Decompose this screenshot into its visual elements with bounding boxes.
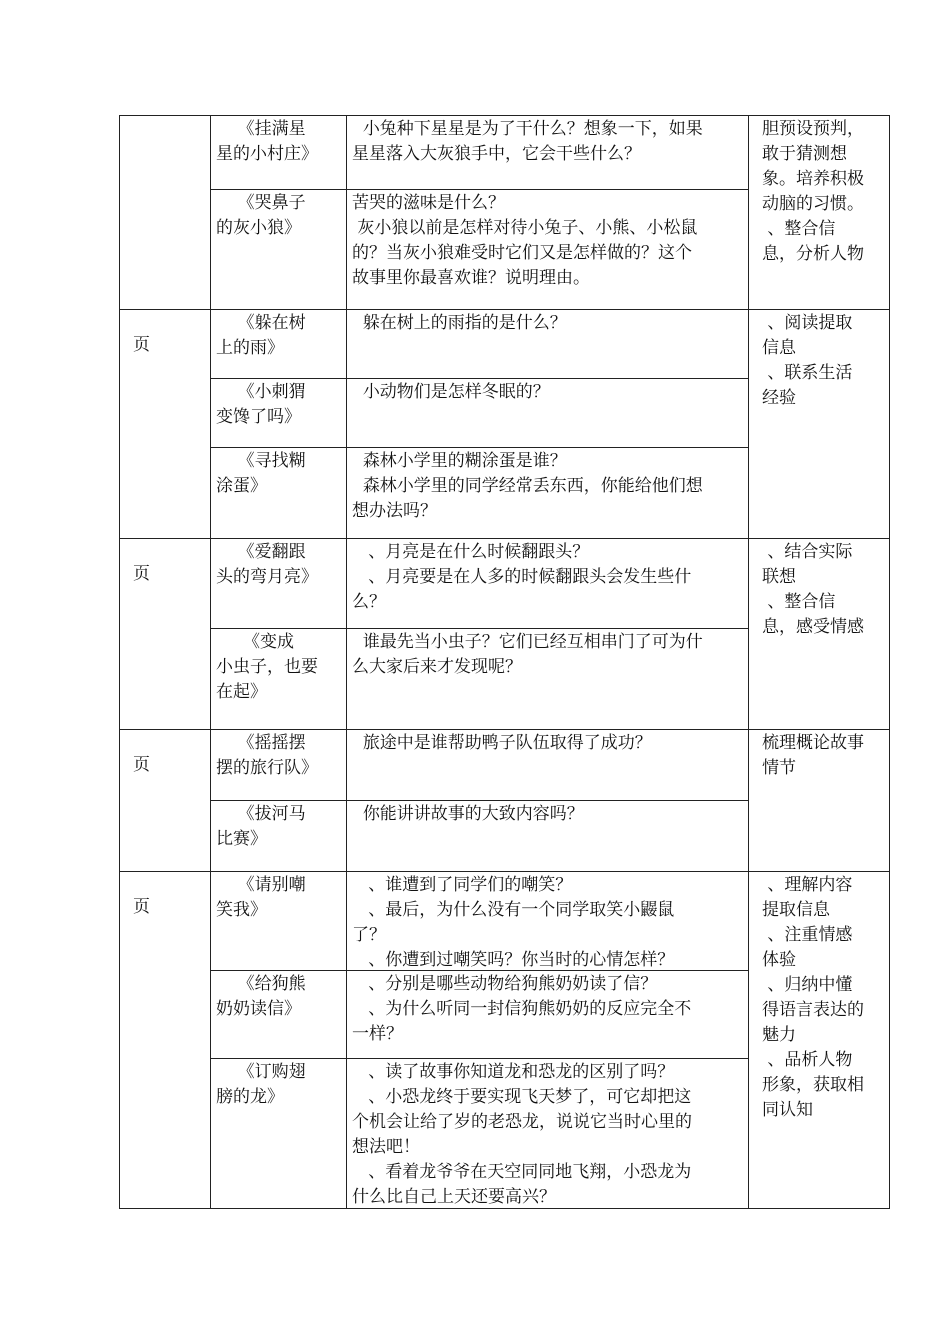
story-questions-line: 小兔种下星星是为了干什么？想象一下，如果 xyxy=(352,119,703,139)
story-questions-line: 、最后，为什么没有一个同学取笑小鼹鼠 xyxy=(352,900,675,920)
story-questions-line: 、小恐龙终于要实现飞天梦了，可它却把这 xyxy=(352,1087,692,1107)
story-title-line: 《躲在树 xyxy=(216,313,306,333)
story-questions-line: 、你遭到过嘲笑吗？你当时的心情怎样？ xyxy=(352,950,675,970)
story-title-line: 《请别嘲 xyxy=(216,875,306,895)
page-label: 页 xyxy=(133,335,150,355)
story-questions-line: 、为什么听同一封信狗熊奶奶的反应完全不 xyxy=(352,999,692,1019)
story-title-line: 笑我》 xyxy=(216,900,267,920)
story-questions xyxy=(352,449,744,524)
story-title-line: 摆的旅行队》 xyxy=(216,758,318,778)
story-questions-line: 谁最先当小虫子？它们已经互相串门了可为什 xyxy=(352,632,703,652)
learning-goal-line: 、品析人物 xyxy=(762,1050,853,1070)
story-title-line: 上的雨》 xyxy=(216,338,284,358)
learning-goal-line: 、理解内容 xyxy=(762,875,853,895)
story-questions-line: 森林小学里的同学经常丢东西，你能给他们想 xyxy=(352,476,703,496)
story-questions xyxy=(352,731,744,756)
table-border-vertical xyxy=(748,115,749,1209)
table-border-horizontal xyxy=(210,447,749,448)
story-questions-line: 么大家后来才发现呢？ xyxy=(352,657,522,677)
page-label: 页 xyxy=(133,564,150,584)
story-questions-line: 、分别是哪些动物给狗熊奶奶读了信？ xyxy=(352,974,658,994)
story-title-line: 涂蛋》 xyxy=(216,476,267,496)
story-title-line: 《寻找糊 xyxy=(216,451,306,471)
story-questions xyxy=(352,873,744,973)
story-questions-line: 想法吧！ xyxy=(352,1137,420,1157)
learning-goal xyxy=(762,873,885,1123)
story-title xyxy=(216,1060,342,1110)
story-questions xyxy=(352,540,744,615)
learning-goal-line: 提取信息 xyxy=(762,900,830,920)
table-border-horizontal xyxy=(119,115,890,116)
learning-goal-line: 、整合信 xyxy=(762,592,836,612)
story-questions-line: 么？ xyxy=(352,592,386,612)
learning-goal xyxy=(762,731,885,781)
table-border-horizontal xyxy=(210,800,749,801)
story-title-line: 星的小村庄》 xyxy=(216,144,318,164)
learning-goal-line: 、阅读提取 xyxy=(762,313,853,333)
learning-goal xyxy=(762,117,885,267)
story-title-line: 《哭鼻子 xyxy=(216,193,306,213)
learning-goal-line: 、联系生活 xyxy=(762,363,853,383)
learning-goal-line: 信息 xyxy=(762,338,796,358)
story-questions-line: 灰小狼以前是怎样对待小兔子、小熊、小松鼠 xyxy=(352,218,698,238)
learning-goal xyxy=(762,540,885,640)
learning-goal-line: 魅力 xyxy=(762,1025,796,1045)
story-questions-line: 、看着龙爷爷在天空同同地飞翔，小恐龙为 xyxy=(352,1162,692,1182)
story-title-line: 在起》 xyxy=(216,682,267,702)
learning-goal-line: 、整合信 xyxy=(762,219,836,239)
story-questions-line: 个机会让给了岁的老恐龙，说说它当时心里的 xyxy=(352,1112,692,1132)
story-questions-line: 的？当灰小狼难受时它们又是怎样做的？这个 xyxy=(352,243,692,263)
story-questions xyxy=(352,117,744,167)
table-border-horizontal xyxy=(119,729,890,730)
learning-goal-line: 体验 xyxy=(762,950,796,970)
story-questions-line: 、月亮是在什么时候翻跟头？ xyxy=(352,542,590,562)
story-title-line: 头的弯月亮》 xyxy=(216,567,318,587)
learning-goal-line: 胆预设预判， xyxy=(762,119,864,139)
learning-goal-line: 形象，获取相 xyxy=(762,1075,864,1095)
story-questions xyxy=(352,311,744,336)
table-border-vertical xyxy=(889,115,890,1209)
story-title xyxy=(216,972,342,1022)
story-title-line: 小虫子，也要 xyxy=(216,657,318,677)
story-questions-line: 、月亮要是在人多的时候翻跟头会发生些什 xyxy=(352,567,692,587)
table-border-horizontal xyxy=(119,309,890,310)
story-title-line: 膀的龙》 xyxy=(216,1087,284,1107)
story-questions xyxy=(352,1060,744,1210)
story-questions xyxy=(352,630,744,680)
story-questions-line: 一样？ xyxy=(352,1024,403,1044)
learning-goal xyxy=(762,311,885,411)
story-title-line: 变馋了吗》 xyxy=(216,407,301,427)
learning-goal-line: 、归纳中懂 xyxy=(762,975,853,995)
learning-goal-line: 联想 xyxy=(762,567,796,587)
story-title-line: 《小刺猬 xyxy=(216,382,306,402)
story-questions-line: 你能讲讲故事的大致内容吗？ xyxy=(352,804,584,824)
story-questions-line: 、读了故事你知道龙和恐龙的区别了吗？ xyxy=(352,1062,675,1082)
page-label: 页 xyxy=(133,897,150,917)
story-title xyxy=(216,540,342,590)
learning-goal-line: 同认知 xyxy=(762,1100,813,1120)
learning-goal-line: 、结合实际 xyxy=(762,542,853,562)
table-border-horizontal xyxy=(119,871,890,872)
story-questions-line: 什么比自己上天还要高兴？ xyxy=(352,1187,556,1207)
story-questions-line: 故事里你最喜欢谁？说明理由。 xyxy=(352,268,590,288)
story-title-line: 的灰小狼》 xyxy=(216,218,301,238)
story-title-line: 奶奶读信》 xyxy=(216,999,301,1019)
table-border-vertical xyxy=(346,115,347,1209)
learning-goal-line: 情节 xyxy=(762,758,796,778)
learning-goal-line: 经验 xyxy=(762,388,796,408)
story-title xyxy=(216,873,342,923)
story-questions xyxy=(352,802,744,827)
story-title-line: 《挂满星 xyxy=(216,119,306,139)
story-title xyxy=(216,630,342,705)
story-title xyxy=(216,191,342,241)
learning-goal-line: 息，分析人物 xyxy=(762,244,864,264)
story-title-line: 《订购翅 xyxy=(216,1062,306,1082)
story-questions-line: 小动物们是怎样冬眠的？ xyxy=(352,382,550,402)
story-title-line: 《拔河马 xyxy=(216,804,306,824)
story-questions-line: 躲在树上的雨指的是什么？ xyxy=(352,313,567,333)
table-border-horizontal xyxy=(210,628,749,629)
learning-goal-line: 得语言表达的 xyxy=(762,1000,864,1020)
story-title xyxy=(216,117,342,167)
story-title xyxy=(216,731,342,781)
story-questions xyxy=(352,972,744,1047)
table-border-horizontal xyxy=(210,378,749,379)
table-border-vertical xyxy=(210,115,211,1209)
learning-goal-line: 动脑的习惯。 xyxy=(762,194,864,214)
story-title xyxy=(216,380,342,430)
story-title-line: 《爱翻跟 xyxy=(216,542,306,562)
learning-goal-line: 息，感受情感 xyxy=(762,617,864,637)
learning-goal-line: 敢于猜测想 xyxy=(762,144,847,164)
story-title-line: 《变成 xyxy=(216,632,295,652)
story-questions xyxy=(352,191,744,291)
story-title xyxy=(216,311,342,361)
story-questions-line: 、谁遭到了同学们的嘲笑？ xyxy=(352,875,573,895)
story-questions-line: 星星落入大灰狼手中，它会干些什么？ xyxy=(352,144,641,164)
learning-goal-line: 、注重情感 xyxy=(762,925,853,945)
story-questions-line: 旅途中是谁帮助鸭子队伍取得了成功？ xyxy=(352,733,652,753)
story-questions-line: 了？ xyxy=(352,925,386,945)
learning-goal-line: 象。培养积极 xyxy=(762,169,864,189)
story-questions-line: 想办法吗？ xyxy=(352,501,437,521)
table-border-vertical xyxy=(119,115,120,1209)
story-questions xyxy=(352,380,744,405)
story-title xyxy=(216,449,342,499)
learning-goal-line: 梳理概论故事 xyxy=(762,733,864,753)
story-title-line: 《摇摇摆 xyxy=(216,733,306,753)
story-title-line: 比赛》 xyxy=(216,829,267,849)
story-questions-line: 苦哭的滋味是什么？ xyxy=(352,193,505,213)
table-border-horizontal xyxy=(119,538,890,539)
story-title-line: 《给狗熊 xyxy=(216,974,306,994)
page-label: 页 xyxy=(133,755,150,775)
story-questions-line: 森林小学里的糊涂蛋是谁？ xyxy=(352,451,567,471)
story-title xyxy=(216,802,342,852)
table-border-horizontal xyxy=(210,189,749,190)
table-border-horizontal xyxy=(210,1058,749,1059)
